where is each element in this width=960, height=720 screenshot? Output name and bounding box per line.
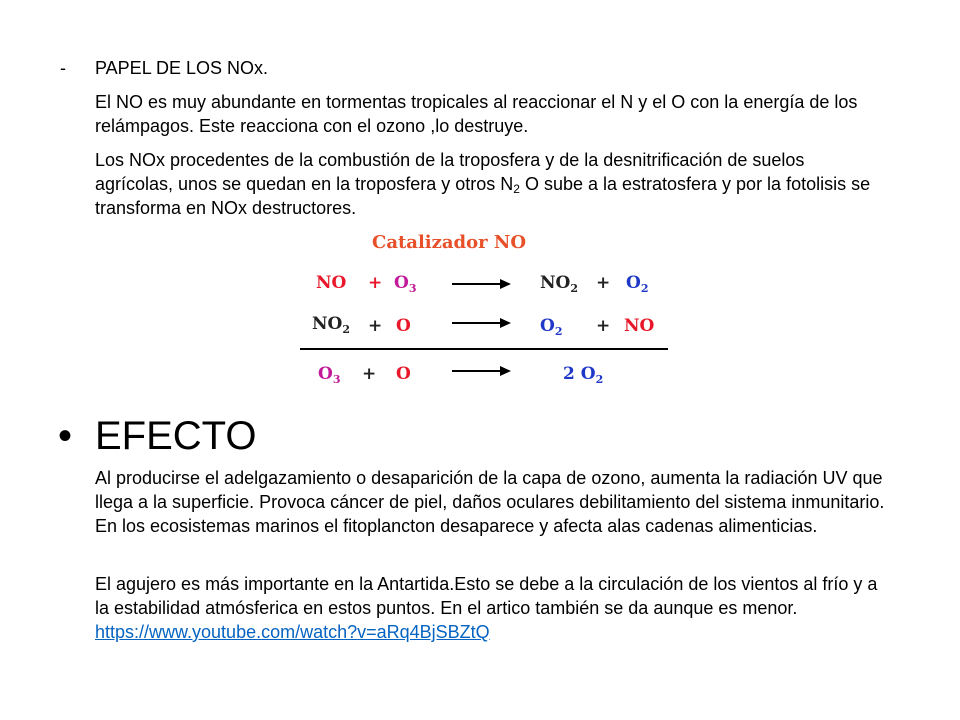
- bullet-marker: •: [58, 414, 73, 458]
- r3-reactant-o: O: [396, 364, 411, 384]
- r1-product-no2: $NO_2$: [540, 273, 579, 295]
- section-title-nox: PAPEL DE LOS NOx.: [95, 58, 269, 78]
- r1-reactant-no: NO: [316, 273, 347, 293]
- paragraph-ozone-depletion-effects: Al producirse el adelgazamiento o desaparición de la capa de ozono, aumenta la radiación UV que llega a la superficie. Provoca cáncer de piel, daños oculares debilitamiento del sistema inmunitario. En los ecosistemas marinos el fitoplancton desaparece y afecta alas cadenas alimenticias.: [95, 468, 885, 536]
- r3-reactant-o3: $O_3$: [318, 364, 341, 386]
- arrow-icon: [452, 366, 511, 376]
- r3-product-2o2: 2 $O_2$: [563, 364, 604, 386]
- paragraph-antarctic-hole: [95, 572, 885, 644]
- r1-plus: +: [368, 273, 383, 293]
- catalyst-title: Catalizador NO: [372, 232, 527, 253]
- r1-product-o2: $O_2$: [626, 273, 649, 295]
- p2-subscript: 2: [513, 182, 520, 196]
- dash-marker: -: [60, 58, 66, 78]
- r2-plus-2: +: [596, 316, 611, 336]
- arrow-icon: [452, 318, 511, 328]
- r2-product-o2: $O_2$: [540, 316, 563, 338]
- r1-reactant-o3: $O_3$: [394, 273, 417, 295]
- section-title-efecto: EFECTO: [95, 414, 257, 458]
- p4-text: El agujero es más importante en la Antartida.Esto se debe a la circulación de los vientos al frío y a la estabilidad atmósferica en estos puntos. En el artico también se da aunque es menor.: [95, 574, 878, 618]
- p2-text-before: Los NOx procedentes de la combustión de la troposfera y de la desnitrificación de suelos agrícolas, unos se quedan en la troposfera y otros N: [95, 150, 805, 194]
- p2-text-after: O sube a la estratosfera y por la fotolisis se transforma en NOx destructores.: [95, 174, 871, 218]
- r2-plus: +: [368, 316, 383, 336]
- r2-product-no: NO: [624, 316, 655, 336]
- r3-plus: +: [362, 364, 377, 384]
- arrow-icon: [452, 279, 511, 289]
- r1-plus-2: +: [596, 273, 611, 293]
- youtube-link[interactable]: https://www.youtube.com/watch?v=aRq4BjSBZtQ: [95, 622, 490, 642]
- r2-reactant-no2: $NO_2$: [312, 314, 351, 336]
- r2-reactant-o: O: [396, 316, 411, 336]
- paragraph-no-abundance: El NO es muy abundante en tormentas tropicales al reaccionar el N y el O con la energía de los relámpagos. Este reacciona con el ozono ,lo destruye.: [95, 92, 858, 136]
